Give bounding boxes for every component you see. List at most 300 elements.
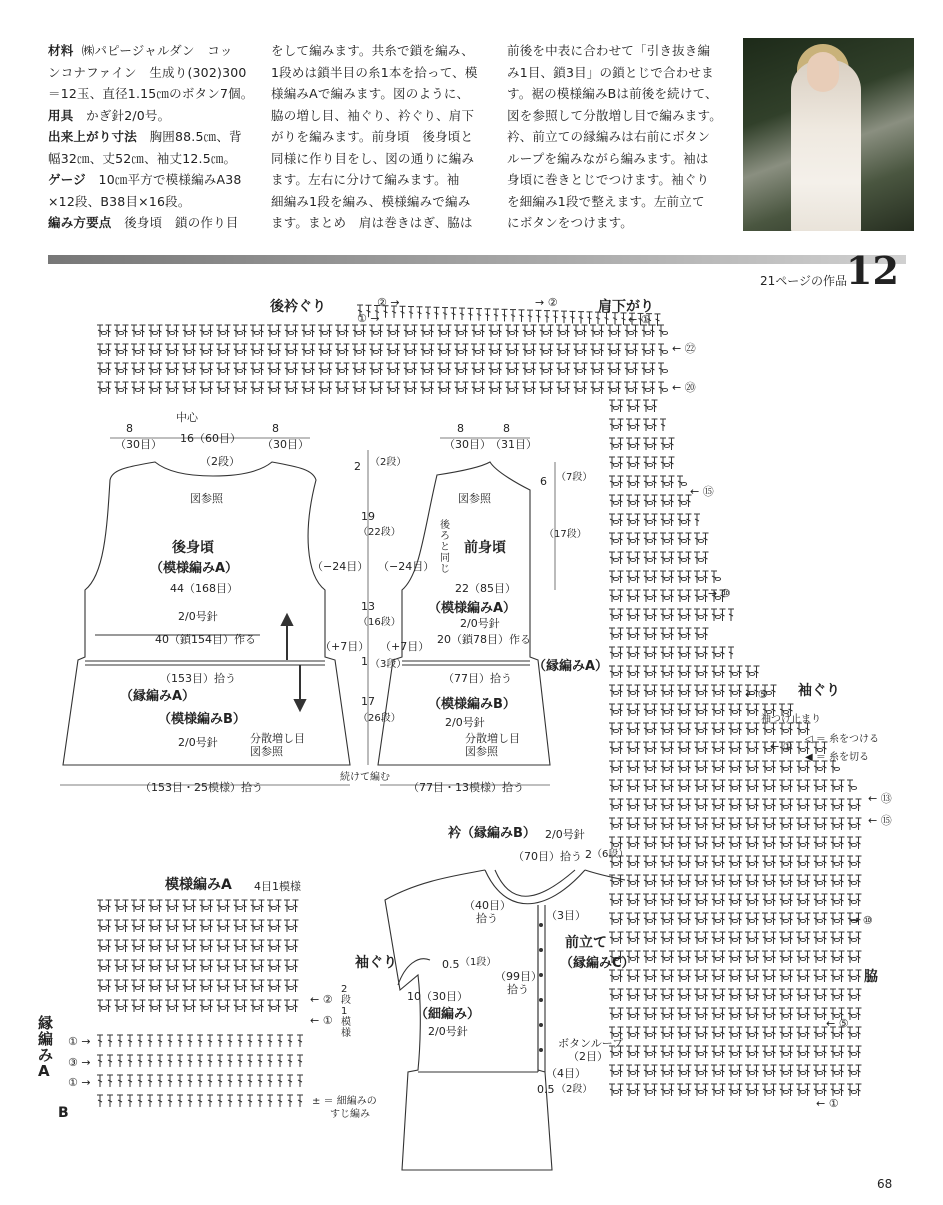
stitch-symbol (720, 989, 726, 1001)
stitch-symbol (754, 856, 760, 868)
stitch-symbol (830, 799, 836, 811)
stitch-symbol (118, 1006, 123, 1009)
stitch-symbol (800, 995, 805, 998)
stitch-symbol (271, 331, 276, 334)
stitch-symbol (643, 932, 649, 944)
stitch-symbol (237, 906, 242, 909)
text-heading: 材料 (48, 43, 74, 58)
stitch-symbol (652, 1008, 658, 1020)
stitch-symbol (254, 966, 259, 969)
stitch-symbol (186, 906, 191, 909)
stitch-symbol (97, 1035, 103, 1047)
stitch-symbol (242, 382, 248, 394)
stitch-symbol (813, 894, 819, 906)
stitch-symbol (749, 1014, 754, 1017)
stitch-symbol (378, 325, 384, 337)
text-line: 同様に作り目をし、図の通りに編み (271, 150, 475, 166)
stitch-symbol (148, 325, 154, 337)
stitch-symbol (732, 995, 737, 998)
b-label: B (58, 1105, 69, 1121)
stitch-symbol (276, 382, 282, 394)
stitch-symbol (463, 382, 469, 394)
stitch-symbol (633, 325, 639, 337)
stitch-symbol (488, 382, 494, 394)
stitch-symbol (208, 382, 214, 394)
stitch-symbol (135, 986, 140, 989)
stitch-symbol (618, 1084, 624, 1096)
stitch-symbol (652, 533, 658, 545)
stitch-symbol (647, 577, 652, 580)
stitch-symbol (288, 906, 293, 909)
stitch-symbol (613, 558, 618, 561)
stitch-symbol (715, 729, 720, 732)
stitch-symbol (749, 767, 754, 770)
stitch-symbol (199, 940, 205, 952)
dim: （30目） (444, 438, 491, 451)
stitch-symbol (505, 325, 511, 337)
stitch-symbol (783, 881, 788, 884)
stitch-symbol (652, 609, 658, 621)
stitch-symbol (101, 926, 106, 929)
stitch-symbol (157, 1000, 163, 1012)
stitch-symbol (618, 742, 624, 754)
stitch-symbol (703, 723, 709, 735)
stitch-symbol (681, 938, 686, 941)
stitch-symbol (127, 1035, 133, 1047)
stitch-symbol (284, 900, 290, 912)
stitch-symbol (216, 960, 222, 972)
stitch-symbol (356, 350, 361, 353)
stitch-symbol (216, 382, 222, 394)
stitch-symbol (475, 388, 480, 391)
front-body-title: 前身頃 (464, 540, 506, 556)
dim: 図参照 (458, 492, 491, 505)
stitch-symbol (626, 1065, 632, 1077)
stitch-symbol (771, 951, 777, 963)
stitch-symbol (851, 881, 856, 884)
stitch-symbol (698, 729, 703, 732)
stitch-symbol (817, 1052, 822, 1055)
stitch-symbol (779, 989, 785, 1001)
stitch-symbol (681, 1090, 686, 1093)
stitch-symbol (630, 1052, 635, 1055)
stitch-symbol (187, 1095, 193, 1107)
stitch-symbol (287, 1035, 293, 1047)
stitch-symbol (703, 1084, 709, 1096)
stitch-symbol (609, 761, 615, 773)
stitch-symbol (647, 425, 652, 428)
stitch-symbol (677, 571, 683, 583)
stitch-symbol (664, 767, 669, 770)
stitch-symbol (720, 685, 726, 697)
stitch-symbol (492, 388, 497, 391)
stitch-symbol (652, 457, 658, 469)
stitch-symbol (425, 307, 431, 319)
stitch-symbol (779, 913, 785, 925)
stitch-symbol (813, 1084, 819, 1096)
dim: 拾う (476, 912, 498, 925)
stitch-symbol (259, 1000, 265, 1012)
dim: （模様編みB） (428, 697, 516, 712)
stitch-symbol (652, 495, 658, 507)
stitch-symbol (267, 325, 273, 337)
stitch-symbol (703, 989, 709, 1001)
stitch-symbol (135, 388, 140, 391)
stitch-symbol (664, 900, 669, 903)
stitch-symbol (783, 900, 788, 903)
stitch-symbol (745, 894, 751, 906)
stitch-symbol (686, 1084, 692, 1096)
stitch-symbol (677, 894, 683, 906)
stitch-symbol (834, 843, 839, 846)
stitch-symbol (664, 653, 669, 656)
stitch-symbol (182, 1000, 188, 1012)
pattern-a-title: 模様編みA (165, 877, 232, 893)
stitch-symbol (247, 1095, 253, 1107)
stitch-symbol (626, 761, 632, 773)
stitch-symbol (681, 843, 686, 846)
stitch-symbol (694, 1008, 700, 1020)
stitch-symbol (106, 382, 112, 394)
stitch-symbol (703, 1027, 709, 1039)
stitch-symbol (174, 980, 180, 992)
stitch-symbol (677, 514, 683, 526)
stitch-symbol (788, 1027, 794, 1039)
stitch-symbol (669, 742, 675, 754)
stitch-symbol (737, 951, 743, 963)
stitch-symbol (505, 363, 511, 375)
stitch-symbol (771, 875, 777, 887)
stitch-symbol (609, 476, 615, 488)
stitch-symbol (728, 704, 734, 716)
dim: （30目） (262, 438, 309, 451)
stitch-symbol (703, 780, 709, 792)
stitch-symbol (271, 946, 276, 949)
stitch-symbol (732, 938, 737, 941)
stitch-symbol (458, 369, 463, 372)
stitch-symbol (424, 388, 429, 391)
stitch-symbol (856, 1065, 862, 1077)
sleeve-opening-label: 袖ぐり (355, 955, 397, 971)
stitch-symbol (643, 704, 649, 716)
stitch-symbol (698, 919, 703, 922)
stitch-symbol (199, 1000, 205, 1012)
stitch-symbol (822, 837, 828, 849)
back-body-title: 後身頃 (172, 540, 214, 556)
stitch-symbol (630, 976, 635, 979)
stitch-symbol (514, 325, 520, 337)
stitch-symbol (169, 986, 174, 989)
stitch-symbol (613, 615, 618, 618)
stitch-symbol (645, 369, 650, 372)
stitch-symbol (669, 780, 675, 792)
stitch-symbol (771, 1084, 777, 1096)
stitch-symbol (796, 761, 802, 773)
text-body: ×12段、B38目×16段。 (48, 193, 191, 209)
stitch-symbol (250, 382, 256, 394)
stitch-symbol (817, 900, 822, 903)
stitch-symbol (157, 1095, 163, 1107)
stitch-symbol (429, 382, 435, 394)
stitch-symbol (607, 382, 613, 394)
text-body: 10㎝平方で模様編みA38 (85, 172, 242, 187)
stitch-symbol (441, 369, 446, 372)
stitch-symbol (711, 894, 717, 906)
stitch-symbol (259, 325, 265, 337)
stitch-symbol (677, 875, 683, 887)
stitch-symbol (754, 1065, 760, 1077)
stitch-symbol (800, 1052, 805, 1055)
stitch-symbol (711, 1084, 717, 1096)
stitch-symbol (271, 388, 276, 391)
stitch-symbol (805, 837, 811, 849)
stitch-symbol (664, 748, 669, 751)
back-body-subtitle: （模様編みA） (150, 561, 239, 576)
stitch-symbol (293, 940, 299, 952)
stitch-symbol (762, 970, 768, 982)
stitch-symbol (834, 767, 839, 770)
stitch-symbol (669, 552, 675, 564)
stitch-symbol (677, 837, 683, 849)
stitch-symbol (344, 344, 350, 356)
stitch-symbol (626, 514, 632, 526)
stitch-symbol (643, 590, 649, 602)
stitch-symbol (293, 920, 299, 932)
stitch-symbol (732, 1071, 737, 1074)
stitch-symbol (114, 940, 120, 952)
stitch-symbol (711, 704, 717, 716)
stitch-symbol (182, 960, 188, 972)
stitch-symbol (630, 501, 635, 504)
stitch-symbol (847, 970, 853, 982)
stitch-symbol (762, 856, 768, 868)
stitch-symbol (754, 704, 760, 716)
stitch-symbol (157, 344, 163, 356)
dim: （+7目） (380, 640, 430, 653)
stitch-symbol (771, 1027, 777, 1039)
stitch-symbol (476, 309, 482, 321)
stitch-symbol (669, 913, 675, 925)
stitch-symbol (715, 881, 720, 884)
stitch-symbol (711, 742, 717, 754)
stitch-symbol (805, 951, 811, 963)
stitch-symbol (165, 382, 171, 394)
stitch-symbol (276, 920, 282, 932)
stitch-symbol (257, 1055, 263, 1067)
stitch-symbol (626, 1008, 632, 1020)
stitch-symbol (254, 331, 259, 334)
stitch-symbol (626, 970, 632, 982)
stitch-symbol (613, 444, 618, 447)
stitch-symbol (650, 382, 656, 394)
stitch-symbol (114, 363, 120, 375)
stitch-symbol (652, 989, 658, 1001)
stitch-symbol (191, 325, 197, 337)
stitch-symbol (779, 1027, 785, 1039)
stitch-symbol (624, 382, 630, 394)
dim: （3段） (370, 659, 407, 670)
stitch-symbol (698, 691, 703, 694)
stitch-symbol (220, 946, 225, 949)
stitch-symbol (271, 350, 276, 353)
stitch-symbol (203, 906, 208, 909)
stitch-symbol (237, 1006, 242, 1009)
stitch-symbol (703, 970, 709, 982)
stitch-symbol (749, 1071, 754, 1074)
stitch-symbol (277, 1095, 283, 1107)
stitch-symbol (123, 980, 129, 992)
stitch-symbol (199, 980, 205, 992)
stitch-symbol (694, 761, 700, 773)
stitch-symbol (107, 1075, 113, 1087)
stitch-symbol (284, 960, 290, 972)
stitch-symbol (271, 906, 276, 909)
stitch-symbol (630, 672, 635, 675)
stitch-symbol (373, 331, 378, 334)
stitch-symbol (677, 856, 683, 868)
stitch-symbol (698, 615, 703, 618)
stitch-symbol (97, 325, 103, 337)
stitch-symbol (131, 382, 137, 394)
text-body: 幅32㎝、丈52㎝、袖丈12.5㎝。 (48, 150, 237, 166)
stitch-symbol (618, 875, 624, 887)
stitch-symbol (647, 919, 652, 922)
stitch-symbol (796, 818, 802, 830)
stitch-symbol (643, 533, 649, 545)
stitch-symbol (293, 980, 299, 992)
dim: 拾う (507, 983, 529, 996)
stitch-symbol (788, 894, 794, 906)
stitch-symbol (694, 799, 700, 811)
stitch-symbol (169, 906, 174, 909)
stitch-symbol (613, 1052, 618, 1055)
stitch-symbol (626, 913, 632, 925)
stitch-symbol (664, 634, 669, 637)
stitch-symbol (694, 894, 700, 906)
stitch-symbol (749, 1033, 754, 1036)
stitch-symbol (140, 363, 146, 375)
stitch-symbol (669, 571, 675, 583)
stitch-symbol (669, 1046, 675, 1058)
stitch-symbol (233, 1000, 239, 1012)
stitch-symbol (543, 369, 548, 372)
stitch-symbol (191, 900, 197, 912)
stitch-symbol (715, 919, 720, 922)
stitch-symbol (97, 363, 103, 375)
stitch-symbol (647, 653, 652, 656)
stitch-symbol (662, 331, 667, 334)
stitch-symbol (618, 799, 624, 811)
legend-attach: ◁ ＝ 糸をつける (805, 734, 880, 745)
stitch-symbol (250, 900, 256, 912)
stitch-symbol (626, 989, 632, 1001)
stitch-symbol (267, 900, 273, 912)
stitch-symbol (800, 938, 805, 941)
dim: 図参照 (250, 745, 283, 758)
stitch-symbol (796, 932, 802, 944)
stitch-symbol (208, 900, 214, 912)
stitch-symbol (834, 1090, 839, 1093)
stitch-symbol (390, 331, 395, 334)
stitch-symbol (851, 995, 856, 998)
stitch-symbol (182, 980, 188, 992)
stitch-symbol (613, 995, 618, 998)
stitch-symbol (669, 476, 675, 488)
dim: （99目） (495, 970, 542, 983)
dim: （6段） (592, 849, 629, 860)
stitch-symbol (796, 875, 802, 887)
stitch-symbol (664, 957, 669, 960)
stitch-symbol (677, 685, 683, 697)
stitch-symbol (609, 894, 615, 906)
stitch-symbol (322, 350, 327, 353)
stitch-symbol (796, 742, 802, 754)
stitch-symbol (647, 539, 652, 542)
stitch-symbol (400, 306, 406, 318)
stitch-symbol (630, 900, 635, 903)
stitch-symbol (618, 666, 624, 678)
stitch-symbol (220, 906, 225, 909)
dim: 0.5 (537, 1083, 555, 1096)
stitch-symbol (847, 932, 853, 944)
stitch-symbol (106, 980, 112, 992)
stitch-symbol (737, 723, 743, 735)
stitch-symbol (664, 786, 669, 789)
stitch-symbol (267, 940, 273, 952)
stitch-symbol (749, 900, 754, 903)
text-line: 1段めは鎖半目の糸1本を拾って、模 (271, 64, 478, 80)
stitch-symbol (847, 1065, 853, 1077)
stitch-symbol (851, 900, 856, 903)
stitch-symbol (297, 1035, 303, 1047)
stitch-symbol (681, 862, 686, 865)
stitch-symbol (715, 900, 720, 903)
stitch-symbol (114, 344, 120, 356)
stitch-symbol (233, 960, 239, 972)
stitch-symbol (643, 457, 649, 469)
stitch-symbol (698, 748, 703, 751)
collar-title: 衿（縁編みB） (448, 826, 536, 841)
text-line: ます。左右に分けて編みます。袖 (271, 172, 460, 187)
stitch-symbol (216, 940, 222, 952)
stitch-symbol (847, 1084, 853, 1096)
stitch-symbol (817, 976, 822, 979)
stitch-symbol (97, 900, 103, 912)
stitch-symbol (609, 932, 615, 944)
stitch-symbol (839, 932, 845, 944)
stitch-symbol (237, 1095, 243, 1107)
stitch-symbol (745, 1084, 751, 1096)
stitch-symbol (378, 363, 384, 375)
stitch-symbol (660, 533, 666, 545)
stitch-symbol (420, 382, 426, 394)
stitch-symbol (813, 1065, 819, 1077)
stitch-symbol (839, 894, 845, 906)
stitch-symbol (197, 1095, 203, 1107)
stitch-symbol (788, 875, 794, 887)
stitch-symbol (745, 666, 751, 678)
stitch-symbol (647, 615, 652, 618)
stitch-symbol (242, 344, 248, 356)
stitch-symbol (233, 325, 239, 337)
stitch-symbol (237, 1075, 243, 1087)
stitch-symbol (754, 1084, 760, 1096)
stitch-symbol (779, 970, 785, 982)
stitch-symbol (728, 609, 734, 621)
stitch-symbol (754, 1008, 760, 1020)
stitch-symbol (660, 666, 666, 678)
stitch-symbol (839, 989, 845, 1001)
